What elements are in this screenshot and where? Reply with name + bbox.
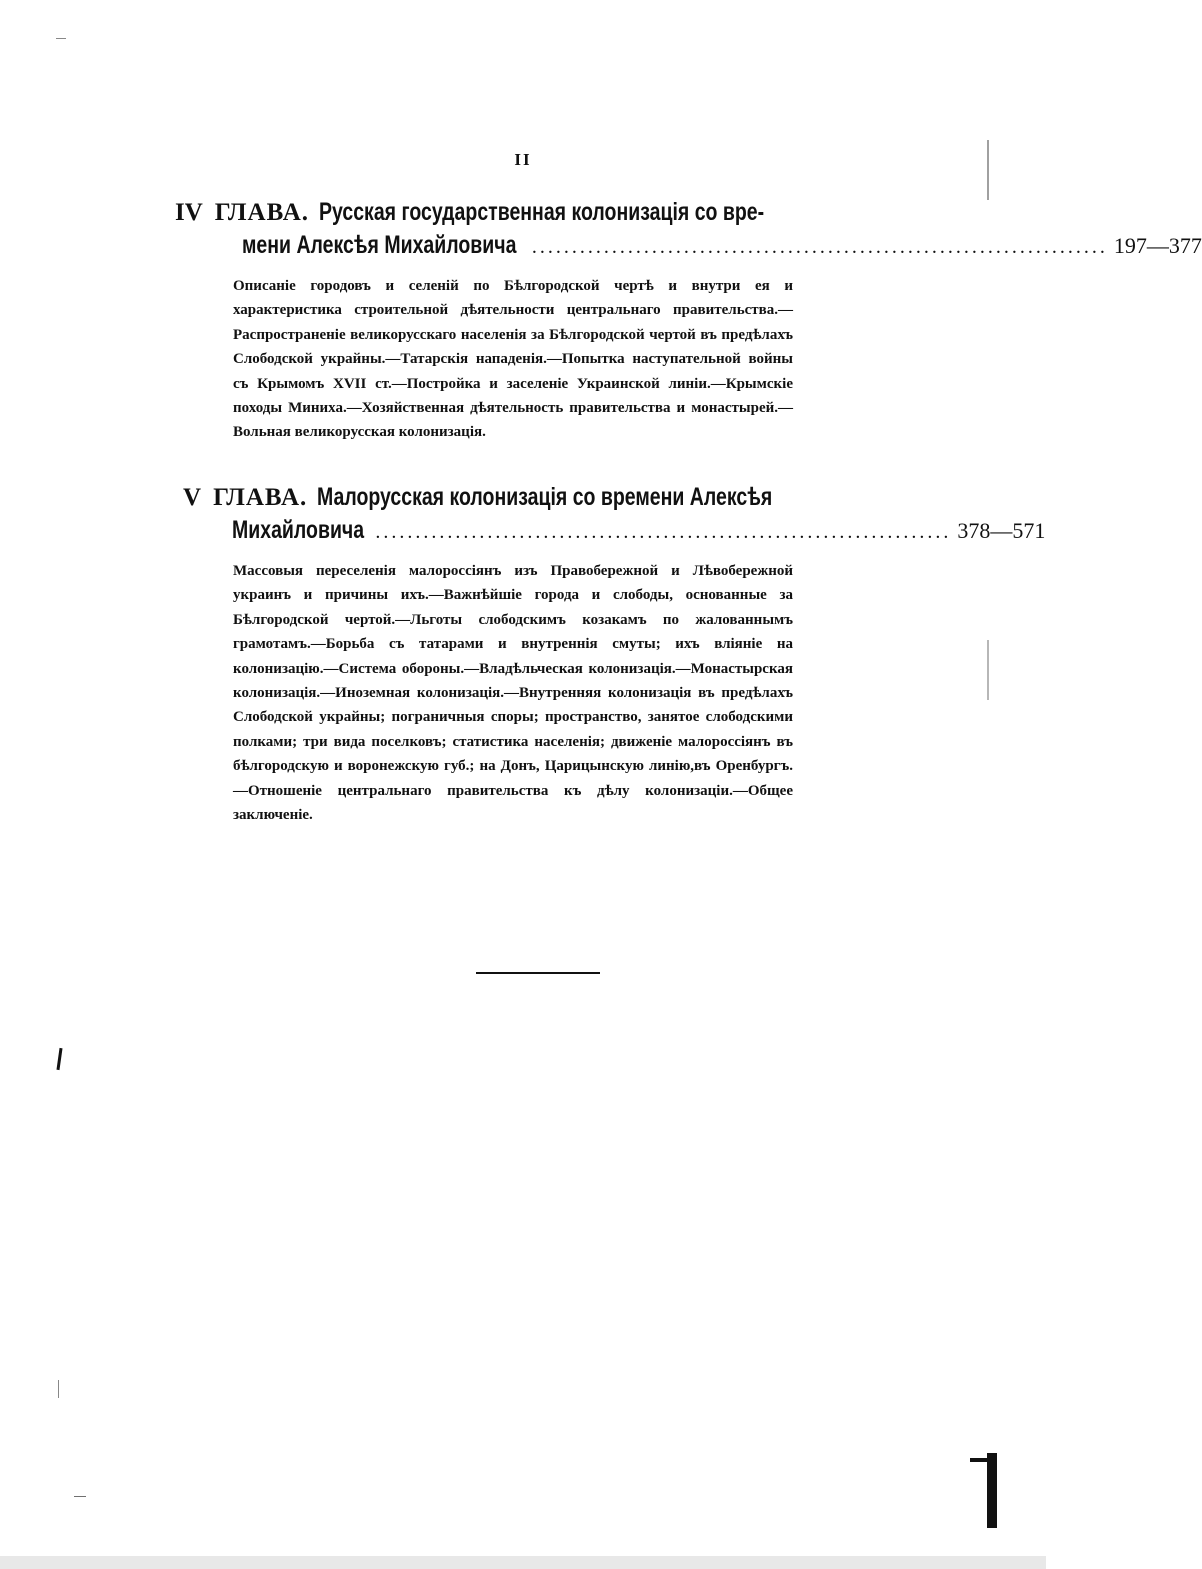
chapter-title: Русская государственная колонизація со вре- — [319, 198, 765, 226]
dot-leader: ........................................................................ — [531, 236, 1108, 258]
chapter-title-continued: Михайловича — [232, 516, 365, 544]
chapter-summary: Массовыя переселенія малороссіянъ изъ Правобережной и Лѣвобережной украинъ и причины ихъ.—Важнѣйшіе города и слободы, основанные за Бѣлгородской чертой.—Льготы слободскимъ козакамъ по жалованнымъ грамотамъ.—Борьба съ татарами и внутреннія смуты; ихъ вліяніе на колонизацію.—Система обороны.—Владѣльческая колонизація.—Монастырская колонизація.—Иноземная колонизація.—Внутренняя колонизація въ предѣлахъ Слободской украйны; пограничныя споры; пространство, занятое слободскими полками; три вида поселковъ; статистика населенія; движеніе малороссіянъ въ бѣлгородскую и воронежскую губ.; на Донъ, Царицынскую линію,въ Оренбургъ.—Отношеніе центральнаго правительства къ дѣлу колонизаціи.—Общее заключеніе. — [233, 563, 793, 824]
chapter-label: ГЛАВА. — [214, 199, 310, 226]
scan-mark — [74, 1496, 86, 1497]
chapter-heading-line-1 — [175, 196, 900, 229]
chapter-heading-line-2 — [175, 229, 1202, 264]
scan-mark — [987, 1453, 997, 1528]
scan-mark — [58, 1380, 59, 1398]
scan-mark — [56, 38, 66, 39]
scan-mark — [987, 140, 989, 200]
scan-mark — [0, 1556, 1046, 1569]
chapter-entry-iv — [175, 196, 1202, 445]
chapter-heading-line-1 — [175, 481, 900, 514]
chapter-number: V — [183, 484, 202, 511]
chapter-label: ГЛАВА. — [213, 484, 308, 511]
chapter-title: Малорусская колонизація со времени Алексѣя — [317, 483, 773, 511]
end-rule — [476, 972, 600, 974]
chapter-pages: 197—377 — [1113, 233, 1202, 258]
chapter-summary: Описаніе городовъ и селеній по Бѣлгородской чертѣ и внутри ея и характеристика строительной дѣятельности центральнаго правительства.—Распространеніе великорусскаго населенія за Бѣлгородской чертой въ предѣлахъ Слободской украйны.—Татарскія нападенія.—Попытка наступательной войны съ Крымомъ XVII ст.—Постройка и заселеніе Украинской линіи.—Крымскіе походы Миниха.—Хозяйственная дѣятельность правительства и монастырей.—Вольная великорусская колонизація. — [233, 278, 793, 441]
chapter-title-continued: мени Алексѣя Михайловича — [242, 231, 517, 259]
scan-mark — [56, 1048, 62, 1070]
page-number: II — [514, 150, 532, 169]
chapter-entry-v — [175, 481, 1046, 827]
chapter-pages: 378—571 — [957, 518, 1046, 543]
chapter-heading — [175, 196, 1202, 264]
scan-mark — [970, 1458, 990, 1462]
chapter-heading-line-2 — [175, 514, 1046, 549]
chapter-heading — [175, 481, 1046, 549]
chapter-number: IV — [175, 199, 203, 226]
dot-leader: ........................................................................ — [375, 521, 952, 543]
scan-mark — [987, 640, 989, 700]
